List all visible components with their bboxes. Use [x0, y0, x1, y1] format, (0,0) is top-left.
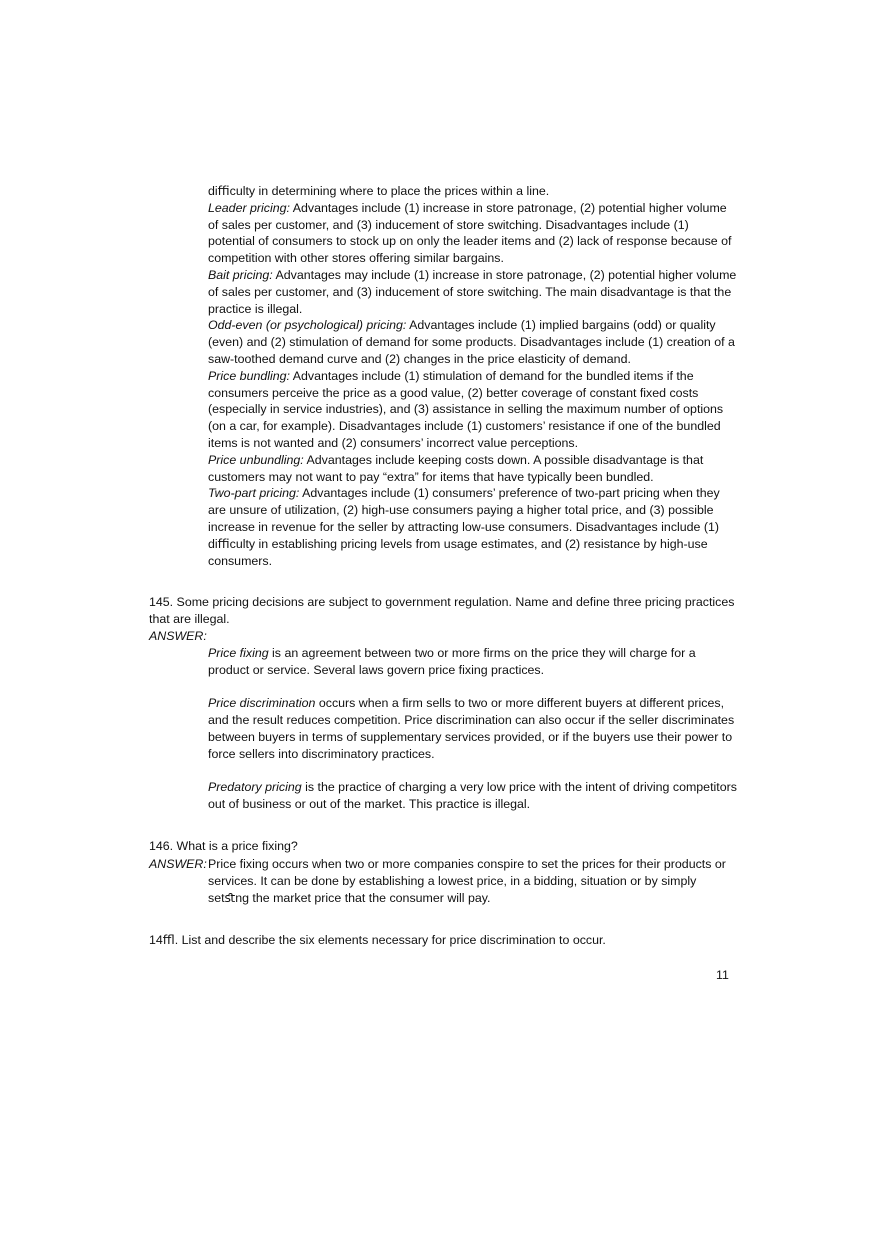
definition-text: is an agreement between two or more firms on the price they will charge for a product or service. Several laws govern price fixing practices. [208, 646, 696, 677]
item-text: Advantages include (1) increase in store patronage, (2) potential higher volume of sales per customer, and (3) inducement of store switching. Disadvantages include (1) potential of consumers to stock up on only the leader items and (2) lack of response because of competition with other stores offering similar bargains. [208, 200, 732, 266]
definition-text: is the practice of charging a very low price with the intent of driving competitors out of business or out of the market. This practice is illegal. [208, 780, 737, 812]
odd-even-pricing-item [208, 317, 738, 367]
item-text: Advantages include (1) implied bargains (odd) or quality (even) and (2) stimulation of demand for some products. Disadvantages include (1) creation of a saw-toothed demand curve and (2) changes in the price elasticity of demand. [208, 318, 735, 366]
leader-pricing-item [208, 200, 738, 267]
question-147: 14ﬄ. List and describe the six elements necessary for price discrimination to occur. [149, 933, 606, 947]
line-pricing-tail: diﬃculty in determining where to place the prices within a line. [208, 184, 550, 198]
item-term: Two-part pricing: [208, 486, 300, 501]
item-term: Odd-even (or psychological) pricing: [208, 318, 407, 333]
pricing-advantages-list [208, 183, 738, 569]
answer-label-146: ANSWER: [149, 857, 207, 871]
item-term: Price bundling: [208, 368, 290, 383]
item-text: Advantages include (1) consumers’ preference of two-part pricing when they are unsure of utilization, (2) high-use consumers paying a higher total price, and (3) possible increase in revenue for the seller by attracting low-use consumers. Disadvantages include (1) diﬃculty in establishing pricing levels from usage estimates, and (2) resistance by high-use consumers. [208, 486, 720, 568]
price-discrimination-definition [208, 695, 738, 762]
price-unbundling-item [208, 452, 738, 486]
definition-term: Predatory pricing [208, 780, 302, 795]
definition-text: occurs when a firm sells to two or more different buyers at different prices, and the result reduces competition. Price discrimination can also occur if the seller discriminates between buyers in terms of supplementary services provided, or if the buyers use their power to force sellers into discriminatory practices. [208, 696, 735, 761]
predatory-pricing-definition [208, 779, 738, 813]
item-term: Bait pricing: [208, 267, 273, 282]
question-146: 146. What is a price fixing? [149, 839, 298, 853]
two-part-pricing-item [208, 485, 738, 569]
bait-pricing-item [208, 267, 738, 317]
item-term: Price unbundling: [208, 452, 304, 467]
price-bundling-item [208, 368, 738, 452]
item-text: Advantages include keeping costs down. A possible disadvantage is that customers may not want to pay “extra” for items that have typically been bundled. [208, 452, 704, 484]
answer-146: Price fixing occurs when two or more companies conspire to set the prices for their products or services. It can be done by establishing a lowest price, in a bidding, situation or by simply setﬆng the market price that the consumer will pay. [208, 857, 726, 905]
page-number: 11 [716, 968, 729, 982]
answer-145 [208, 645, 738, 813]
definition-term: Price fixing [208, 646, 269, 660]
item-text: Advantages may include (1) increase in store patronage, (2) potential higher volume of sales per customer, and (3) inducement of store switching. The main disadvantage is that the practice is illegal. [208, 267, 737, 316]
item-term: Leader pricing: [208, 200, 290, 215]
question-145: 145. Some pricing decisions are subject to government regulation. Name and define three pricing practices that are illegal. [149, 595, 735, 626]
price-fixing-definition [208, 645, 738, 679]
answer-label-145: ANSWER: [149, 629, 207, 643]
item-text: Advantages include (1) stimulation of demand for the bundled items if the consumers perceive the price as a good value, (2) better coverage of constant fixed costs (especially in service industries), and (3) assistance in selling the maximum number of options (on a car, for example). Disadvantages include (1) customers’ resistance if one of the bundled items is not wanted and (2) consumers’ incorrect value perceptions. [208, 368, 724, 450]
definition-term: Price discrimination [208, 696, 316, 711]
